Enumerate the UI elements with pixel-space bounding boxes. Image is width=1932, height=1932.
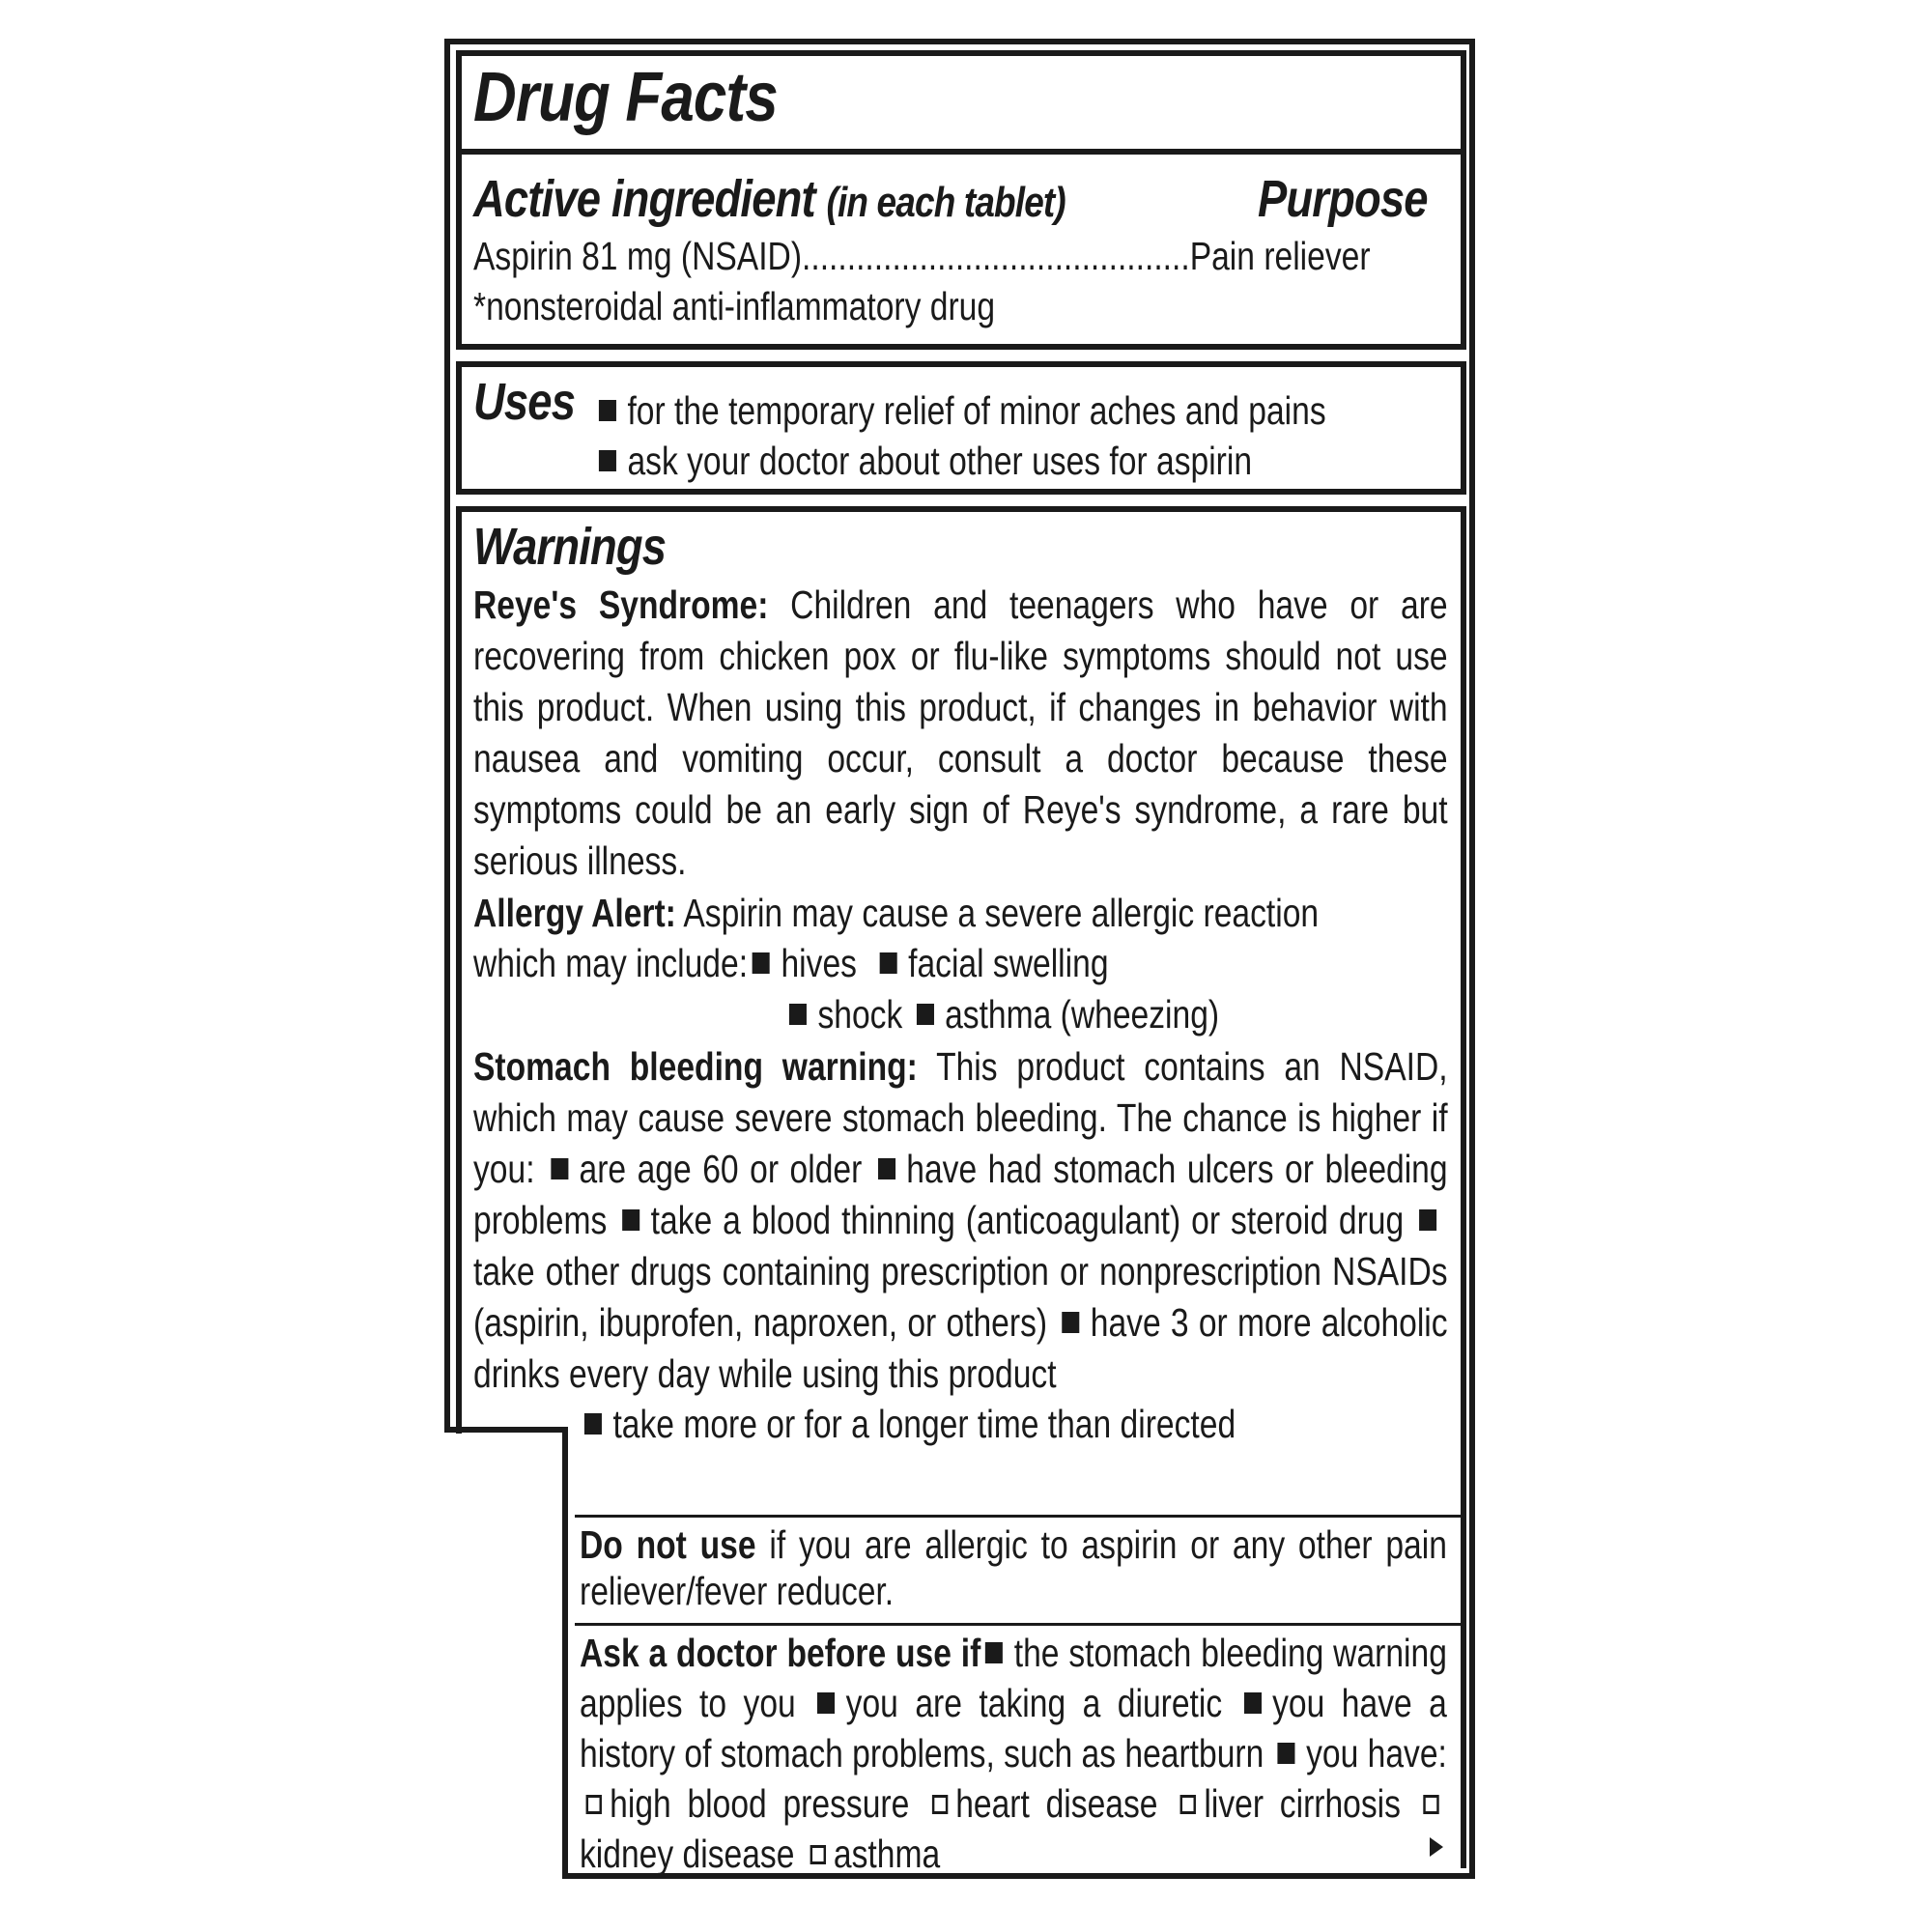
allergy-paragraph bbox=[473, 888, 1448, 939]
bullet-square-icon bbox=[753, 952, 770, 974]
warnings-top-rule bbox=[456, 506, 1466, 512]
section-divider bbox=[575, 1515, 1462, 1518]
stomach-text: This product contains an NSAID, which may cause severe stomach bleeding. The chance is higher if you: bbox=[473, 1044, 1448, 1191]
section-divider bbox=[575, 1623, 1462, 1626]
stomach-continued: take more or for a longer time than directed bbox=[580, 1399, 1447, 1450]
stomach-label: Stomach bleeding warning: bbox=[473, 1044, 918, 1089]
bullet-square-icon bbox=[584, 1413, 602, 1435]
ingredient-name: Aspirin 81 mg (NSAID) bbox=[473, 234, 803, 278]
allergy-lead: which may include: bbox=[473, 941, 749, 985]
do-not-use-paragraph bbox=[580, 1521, 1447, 1614]
bullet-square-icon bbox=[1278, 1743, 1295, 1764]
uses-heading: Uses bbox=[473, 373, 576, 431]
allergy-lead-line: which may include: hives facial swelling bbox=[473, 941, 1109, 985]
bullet-square-icon bbox=[880, 952, 897, 974]
stomach-paragraph: Stomach bleeding warning: This product contains an NSAID, which may cause severe stomach bleeding. The chance is higher if you: are age 60 or older have had stomach ulcers or bleeding problems take a blood thinning (anticoagulant) or steroid drug take other drugs containing prescription or nonprescription NSAIDs (aspirin, ibuprofen, naproxen, or others) have 3 or more alcoholic drinks every day while using this product bbox=[473, 1044, 1448, 1396]
warnings-right-rule bbox=[1461, 506, 1466, 1868]
ask-doctor-paragraph: Ask a doctor before use if the stomach bleeding warning applies to you you are taking a diuretic you have a history of stomach problems, such as heartburn you have: high blood pressure heart disease liver cirrhosis kidney disease asthma bbox=[580, 1631, 1447, 1876]
ingredient-line bbox=[473, 232, 1371, 280]
checkbox-square-icon bbox=[1180, 1795, 1196, 1814]
bullet-square-icon bbox=[551, 1158, 568, 1179]
bullet-square-icon bbox=[1062, 1312, 1079, 1333]
reye-paragraph bbox=[473, 580, 1448, 887]
reye-label: Reye's Syndrome: bbox=[473, 582, 769, 627]
leader-dots: ........................................... bbox=[802, 234, 1190, 278]
active-heading-text: Active ingredient bbox=[473, 170, 815, 228]
allergy-items-line-2: shock asthma (wheezing) bbox=[784, 990, 1219, 1038]
bullet-square-icon bbox=[1244, 1692, 1262, 1714]
do-not-use-text: if you are allergic to aspirin or any other pain reliever/fever reducer. bbox=[580, 1522, 1447, 1613]
checkbox-square-icon bbox=[932, 1795, 948, 1814]
warnings-heading: Warnings bbox=[473, 518, 667, 576]
uses-item: for the temporary relief of minor aches and pains bbox=[594, 386, 1326, 435]
allergy-text: Aspirin may cause a severe allergic reaction bbox=[683, 891, 1320, 935]
bullet-square-icon bbox=[599, 450, 616, 471]
bullet-square-icon bbox=[789, 1004, 807, 1025]
bullet-square-icon bbox=[878, 1158, 895, 1179]
ask-doctor-label: Ask a doctor before use if bbox=[580, 1631, 981, 1675]
do-not-use-label: Do not use bbox=[580, 1522, 756, 1567]
bullet-square-icon bbox=[622, 1209, 639, 1231]
uses-item: ask your doctor about other uses for aspirin bbox=[594, 437, 1252, 485]
reye-text: Children and teenagers who have or are recovering from chicken pox or flu-like symptoms should not use this product. When using this product, if changes in behavior with nausea and vomiting occur, consult a doctor because these symptoms could be an early sign of Reye's syndrome, a rare but serious illness. bbox=[473, 582, 1448, 883]
bullet-square-icon bbox=[917, 1004, 934, 1025]
checkbox-square-icon bbox=[586, 1795, 602, 1814]
drug-facts-title: Drug Facts bbox=[473, 59, 778, 136]
active-heading-sub: (in each tablet) bbox=[826, 179, 1065, 226]
bullet-square-icon bbox=[817, 1692, 835, 1714]
continue-arrow-icon bbox=[1430, 1837, 1443, 1857]
bullet-square-icon bbox=[599, 400, 616, 421]
allergy-label: Allergy Alert: bbox=[473, 891, 676, 935]
bullet-square-icon bbox=[1419, 1209, 1436, 1231]
bullet-square-icon bbox=[985, 1642, 1003, 1663]
purpose-heading: Purpose bbox=[1258, 170, 1428, 228]
ingredient-purpose: Pain reliever bbox=[1189, 234, 1371, 278]
drug-facts-panel bbox=[444, 39, 1478, 1879]
active-ingredient-heading bbox=[473, 169, 1065, 229]
checkbox-square-icon bbox=[810, 1845, 825, 1864]
warnings-left-rule bbox=[456, 506, 462, 1434]
nsaid-footnote: *nonsteroidal anti-inflammatory drug bbox=[473, 284, 996, 328]
checkbox-square-icon bbox=[1423, 1795, 1438, 1814]
